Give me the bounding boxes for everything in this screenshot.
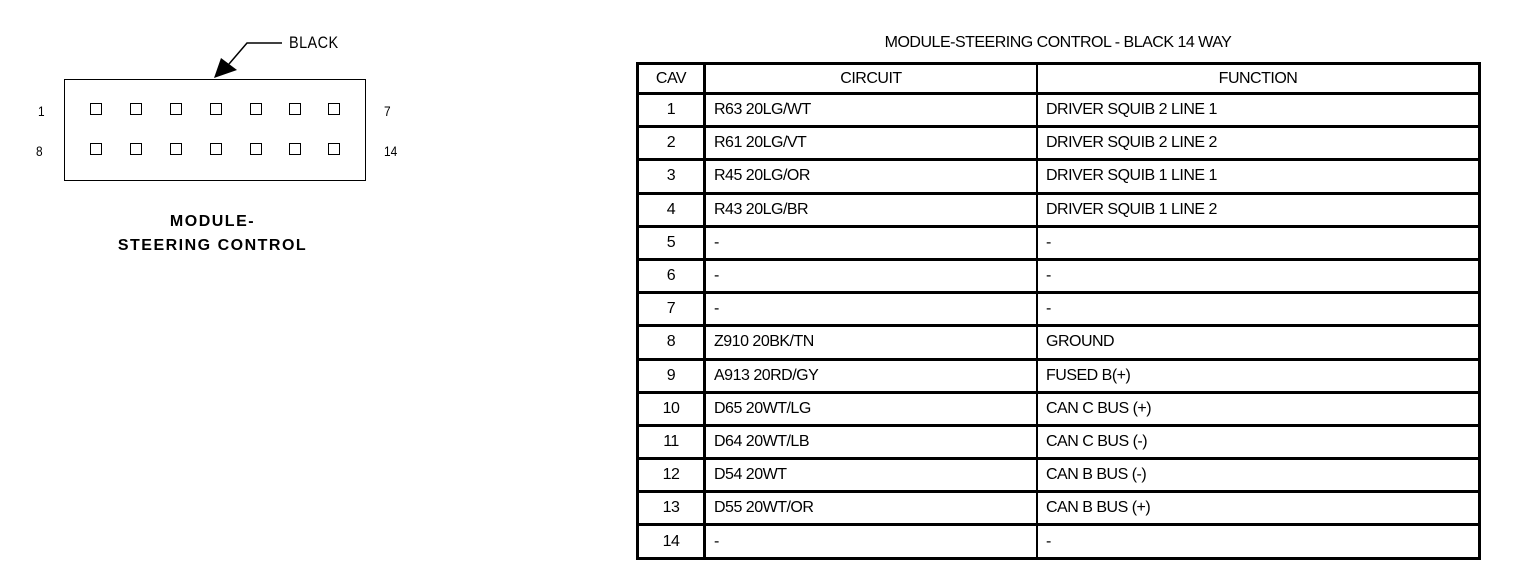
cavity-5 xyxy=(250,103,262,115)
cell-cav: 9 xyxy=(638,359,705,392)
cavity-2 xyxy=(130,103,142,115)
cell-function: - xyxy=(1037,226,1480,259)
table-row xyxy=(638,94,1480,127)
cell-function: DRIVER SQUIB 1 LINE 2 xyxy=(1037,193,1480,226)
cell-cav: 7 xyxy=(638,293,705,326)
table-row xyxy=(638,293,1480,326)
cell-function: CAN C BUS (+) xyxy=(1037,392,1480,425)
header-circuit: CIRCUIT xyxy=(705,64,1038,94)
cavity-3 xyxy=(170,103,182,115)
cell-cav: 1 xyxy=(638,94,705,127)
cell-function: CAN B BUS (+) xyxy=(1037,492,1480,525)
cavity-9 xyxy=(130,143,142,155)
cell-cav: 14 xyxy=(638,525,705,558)
cell-circuit: R45 20LG/OR xyxy=(705,160,1038,193)
cavity-13 xyxy=(289,143,301,155)
table-row xyxy=(638,525,1480,558)
cell-circuit: - xyxy=(705,226,1038,259)
cell-function: GROUND xyxy=(1037,326,1480,359)
table-row xyxy=(638,492,1480,525)
table-row xyxy=(638,160,1480,193)
cell-cav: 13 xyxy=(638,492,705,525)
table-title: MODULE-STEERING CONTROL - BLACK 14 WAY xyxy=(884,34,1232,51)
pin-label-bottom-right: 14 xyxy=(384,143,398,159)
cell-function: CAN B BUS (-) xyxy=(1037,459,1480,492)
cavity-4 xyxy=(210,103,222,115)
cell-cav: 11 xyxy=(638,425,705,458)
caption-line-2: STEERING CONTROL xyxy=(117,237,308,254)
cavity-8 xyxy=(90,143,102,155)
table-row xyxy=(638,359,1480,392)
cell-circuit: Z910 20BK/TN xyxy=(705,326,1038,359)
cell-circuit: - xyxy=(705,525,1038,558)
cell-circuit: D55 20WT/OR xyxy=(705,492,1038,525)
connector-diagram xyxy=(0,0,600,584)
cell-circuit: R63 20LG/WT xyxy=(705,94,1038,127)
cell-cav: 3 xyxy=(638,160,705,193)
pinout-table xyxy=(636,62,1481,560)
table-row xyxy=(638,425,1480,458)
cell-function: CAN C BUS (-) xyxy=(1037,425,1480,458)
table-row xyxy=(638,193,1480,226)
cell-circuit: D65 20WT/LG xyxy=(705,392,1038,425)
table-row xyxy=(638,326,1480,359)
pin-label-top-left: 1 xyxy=(38,103,45,119)
table-row xyxy=(638,392,1480,425)
table-row xyxy=(638,127,1480,160)
cavity-11 xyxy=(210,143,222,155)
cell-circuit: - xyxy=(705,293,1038,326)
cell-function: - xyxy=(1037,293,1480,326)
connector-body xyxy=(64,79,366,181)
table-row xyxy=(638,459,1480,492)
cell-circuit: D64 20WT/LB xyxy=(705,425,1038,458)
cell-circuit: R61 20LG/VT xyxy=(705,127,1038,160)
cell-cav: 2 xyxy=(638,127,705,160)
cavity-12 xyxy=(250,143,262,155)
cavity-1 xyxy=(90,103,102,115)
cell-cav: 4 xyxy=(638,193,705,226)
cavity-10 xyxy=(170,143,182,155)
cell-function: - xyxy=(1037,525,1480,558)
cell-function: FUSED B(+) xyxy=(1037,359,1480,392)
cell-cav: 5 xyxy=(638,226,705,259)
cavity-6 xyxy=(289,103,301,115)
cell-function: DRIVER SQUIB 1 LINE 1 xyxy=(1037,160,1480,193)
cell-cav: 6 xyxy=(638,259,705,292)
cell-function: - xyxy=(1037,259,1480,292)
cell-function: DRIVER SQUIB 2 LINE 1 xyxy=(1037,94,1480,127)
cell-circuit: D54 20WT xyxy=(705,459,1038,492)
cavity-7 xyxy=(328,103,340,115)
header-function: FUNCTION xyxy=(1037,64,1480,94)
cavity-14 xyxy=(328,143,340,155)
cell-cav: 12 xyxy=(638,459,705,492)
caption-line-1: MODULE- xyxy=(169,213,256,230)
cell-circuit: A913 20RD/GY xyxy=(705,359,1038,392)
cell-circuit: - xyxy=(705,259,1038,292)
table-row xyxy=(638,226,1480,259)
table-header-row xyxy=(638,64,1480,94)
pin-label-top-right: 7 xyxy=(384,103,391,119)
pin-label-bottom-left: 8 xyxy=(36,143,43,159)
cell-cav: 8 xyxy=(638,326,705,359)
cell-function: DRIVER SQUIB 2 LINE 2 xyxy=(1037,127,1480,160)
table-row xyxy=(638,259,1480,292)
cell-cav: 10 xyxy=(638,392,705,425)
cell-circuit: R43 20LG/BR xyxy=(705,193,1038,226)
header-cav: CAV xyxy=(638,64,705,94)
connector-color-label: BLACK xyxy=(289,33,339,52)
connector-caption xyxy=(100,210,325,258)
